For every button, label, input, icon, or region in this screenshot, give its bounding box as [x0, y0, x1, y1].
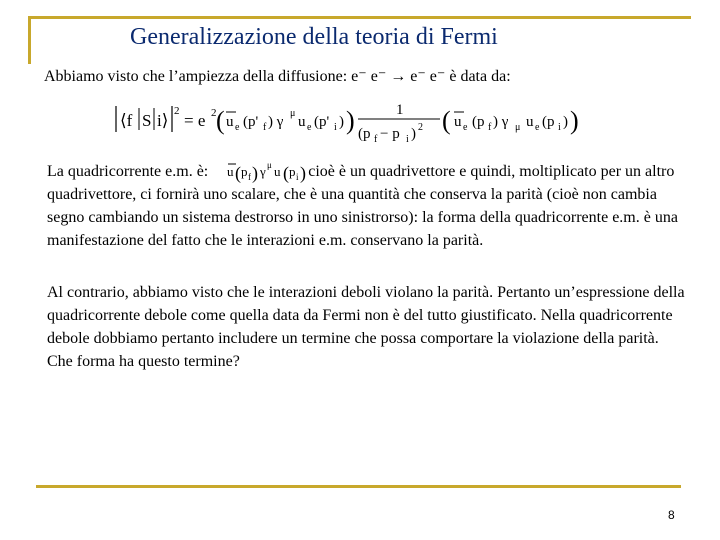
svg-text:) γ: ) γ [268, 114, 284, 130]
slide-title: Generalizzazione della teoria di Fermi [130, 24, 498, 50]
svg-text:f: f [263, 122, 267, 133]
svg-text:i: i [334, 122, 337, 133]
svg-text:u: u [526, 114, 534, 130]
amplitude-equation [112, 96, 592, 146]
svg-text:i: i [406, 134, 409, 145]
svg-text:2: 2 [418, 122, 423, 133]
intro-text: Abbiamo visto che l’ampiezza della diffusione: e⁻ e⁻ → e⁻ e⁻ è data da: [44, 68, 511, 85]
svg-text:(: ( [216, 106, 225, 135]
svg-text:u: u [298, 114, 306, 130]
svg-text:): ) [411, 126, 416, 142]
svg-text:(p: (p [358, 126, 371, 142]
svg-text:− p: − p [380, 126, 400, 142]
svg-text:e: e [535, 122, 540, 133]
svg-text:μ: μ [267, 160, 272, 170]
svg-text:(: ( [442, 106, 451, 135]
svg-text:(: ( [235, 163, 241, 183]
svg-text:u: u [226, 114, 234, 130]
svg-text:e: e [307, 122, 312, 133]
svg-text:S: S [142, 111, 152, 130]
svg-text:u: u [227, 164, 234, 179]
svg-text:u: u [274, 164, 281, 179]
svg-text:f: f [248, 172, 251, 182]
svg-text:e: e [235, 122, 240, 133]
svg-text:1: 1 [396, 102, 404, 118]
svg-text:p: p [289, 164, 296, 179]
svg-text:(p': (p' [243, 114, 259, 130]
svg-text:f: f [374, 134, 378, 145]
svg-text:(: ( [283, 163, 289, 183]
svg-text:u: u [454, 114, 462, 130]
svg-text:⟨f: ⟨f [120, 111, 133, 130]
left-accent-line [28, 16, 31, 64]
svg-text:γ: γ [260, 164, 266, 179]
paragraph-weak-current: Al contrario, abbiamo visto che le interazioni deboli violano la parità. Pertanto un’espressione della quadricorrente debole come quella data da Fermi non è del tutto giustificato. Nella quadricorrente debole dobbiamo pertanto includere un termine che possa comportare la violazione della parità. Che forma ha questo termine? [47, 284, 685, 370]
paragraph-em-current [47, 160, 687, 252]
bottom-accent-line [36, 485, 681, 488]
svg-text:): ) [563, 114, 568, 130]
svg-text:i: i [558, 122, 561, 133]
svg-text:): ) [339, 114, 344, 130]
svg-text:(p: (p [542, 114, 555, 130]
svg-text:i⟩: i⟩ [157, 111, 169, 130]
svg-text:μ: μ [290, 108, 296, 119]
svg-text:μ: μ [515, 122, 521, 133]
page-number: 8 [668, 508, 675, 522]
paragraph-em-rest: cioè è un quadrivettore e quindi, moltiplicato per un altro quadrivettore, ci fornirà uno scalare, che è una quantità che conserva la parità (cioè non cambia segno cambiando un sistema destrorso in uno sinistrorso): la forma della quadricorrente e.m. è una manifestazione del fatto che le interazioni e.m. conservano la parità. [47, 163, 678, 249]
svg-text:i: i [296, 172, 299, 182]
paragraph-em-lead: La quadricorrente e.m. è: [47, 163, 209, 180]
svg-text:(p': (p' [314, 114, 330, 130]
svg-text:): ) [300, 163, 306, 183]
svg-text:) γ: ) γ [493, 114, 509, 130]
svg-text:): ) [570, 106, 579, 135]
svg-text:2: 2 [174, 105, 180, 117]
svg-text:= e: = e [184, 111, 206, 130]
svg-text:2: 2 [211, 107, 217, 119]
top-accent-line [28, 16, 691, 19]
svg-text:f: f [488, 122, 492, 133]
svg-text:): ) [252, 163, 258, 183]
svg-text:(p: (p [472, 114, 485, 130]
svg-text:e: e [463, 122, 468, 133]
svg-text:): ) [346, 106, 355, 135]
svg-text:p: p [241, 164, 248, 179]
